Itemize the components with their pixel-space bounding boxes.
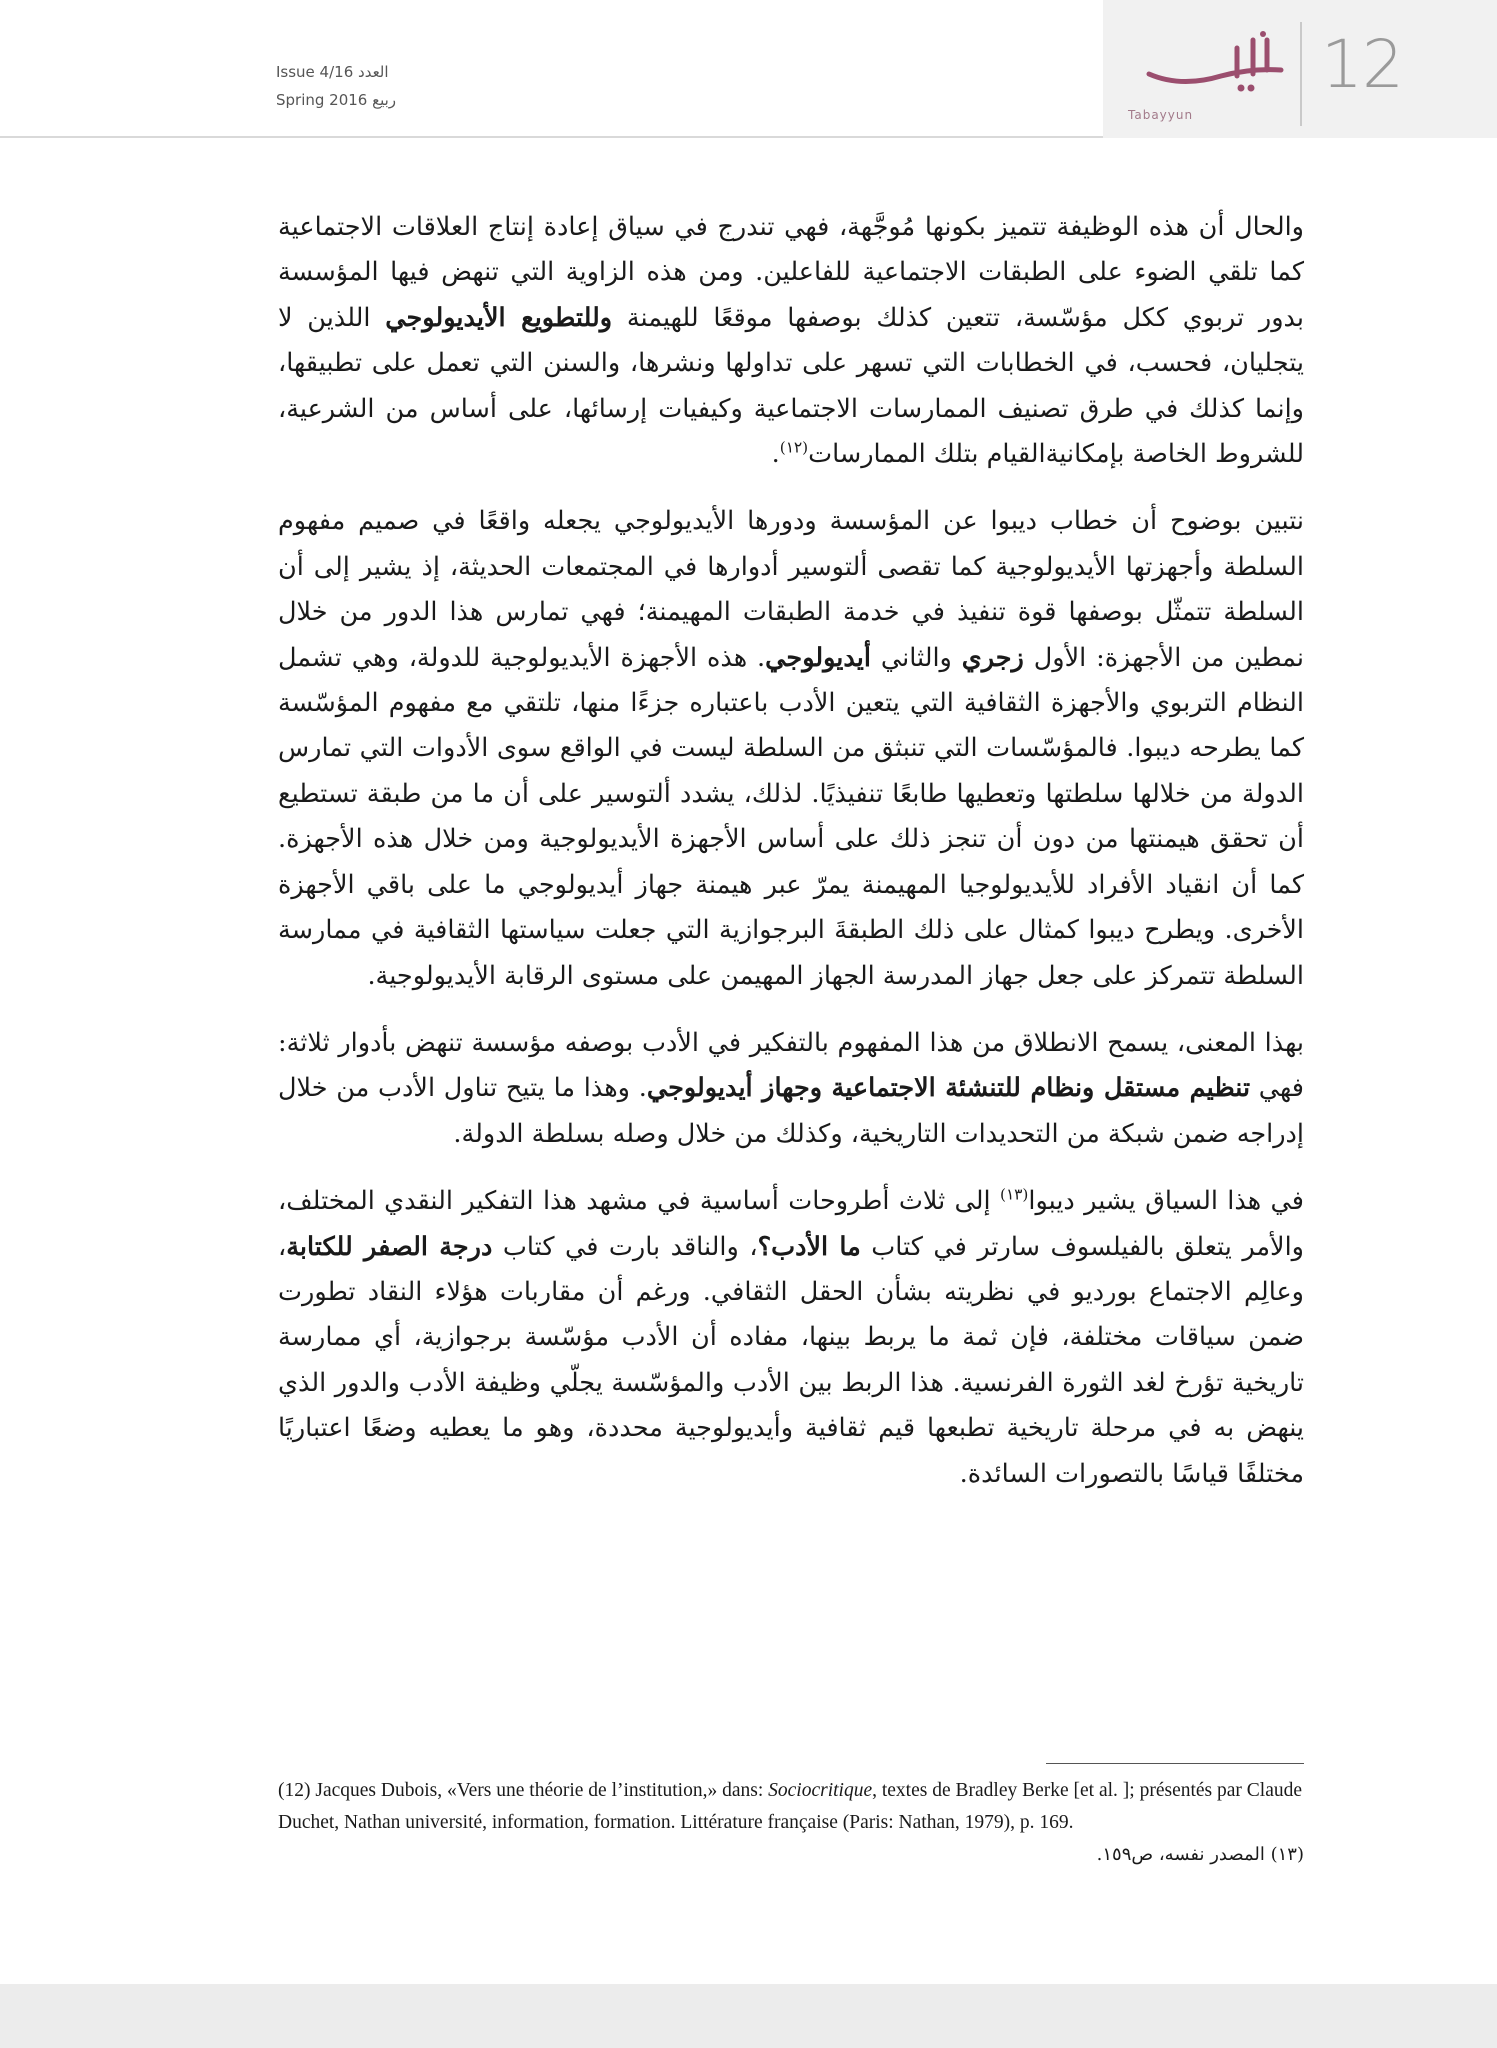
- paragraph-1: والحال أن هذه الوظيفة تتميز بكونها مُوجَّهة، فهي تندرج في سياق إعادة إنتاج العلاقات الاجتماعية كما تلقي الضوء على الطبقات الاجتماعية للفاعلين. ومن هذه الزاوية التي تنهض فيها المؤسسة بدور تربوي ككل مؤسّسة، تتعين كذلك بوصفها موقعًا للهيمنة وللتطويع الأيديولوجي اللذين لا يتجليان، فحسب، في الخطابات التي تسهر على تداولها ونشرها، والسنن التي تعمل على تطبيقها، وإنما كذلك في طرق تصنيف الممارسات الاجتماعية وكيفيات إرسائها، على أساس من الشرعية، للشروط الخاصة بإمكانيةالقيام بتلك الممارسات$^{(١٢)}$.: [278, 212, 1304, 470]
- paragraph-4: في هذا السياق يشير ديبوا$^{(١٣)}$ إلى ثلاث أطروحات أساسية في مشهد هذا التفكير النقدي المختلف، والأمر يتعلق بالفيلسوف سارتر في كتاب ما الأدب؟، والناقد بارت في كتاب درجة الصفر للكتابة، وعالِم الاجتماع بورديو في نظريته بشأن الحقل الثقافي. ورغم أن مقاربات هؤلاء النقاد تطورت ضمن سياقات مختلفة، فإن ثمة ما يربط بينها، مفاده أن الأدب مؤسّسة برجوازية، أي ممارسة تاريخية تؤرخ لغد الثورة الفرنسية. هذا الربط بين الأدب والمؤسّسة يجلّي وظيفة الأدب والدور الذي ينهض به في مرحلة تاريخية تطبعها قيم ثقافية وأيديولوجية محددة، وهو ما يعطيه وضعًا اعتباريًا مختلفًا قياسًا بالتصورات السائدة.: [278, 1185, 1304, 1489]
- footnote-12: (12) Jacques Dubois, «Vers une théorie de l’institution,» dans: Sociocritique, textes de Bradley Berke [et al. ]; présentés par Claude Duchet, Nathan université, information, formation. Littérature française (Paris: Nathan, 1979), p. 169.: [278, 1780, 1303, 1833]
- paragraph-2: نتبين بوضوح أن خطاب ديبوا عن المؤسسة ودورها الأيديولوجي يجعله واقعًا في صميم مفهوم السلطة وأجهزتها الأيديولوجية كما تقصى ألتوسير أدوارها في المجتمعات الحديثة، إذ يشير إلى أن السلطة تتمثّل بوصفها قوة تنفيذ في خدمة الطبقات المهيمنة؛ فهي تمارس هذا الدور من خلال نمطين من الأجهزة: الأول زجري والثاني أيديولوجي. هذه الأجهزة الأيديولوجية للدولة، وهي تشمل النظام التربوي والأجهزة الثقافية التي يتعين الأدب باعتباره جزءًا منها، تلتقي مع مفهوم المؤسّسة كما يطرحه ديبوا. فالمؤسّسات التي تنبثق من السلطة ليست في الواقع سوى الأدوات التي تمارس الدولة من خلالها سلطتها وتعطيها طابعًا تنفيذيًا. لذلك، يشدد ألتوسير على أن ما من طبقة تستطيع أن تحقق هيمنتها من دون أن تنجز ذلك على أساس الأجهزة الأيديولوجية ومن خلال هذه الأجهزة. كما أن انقياد الأفراد للأيديولوجيا المهيمنة يمرّ عبر هيمنة جهاز أيديولوجي ما على باقي الأجهزة الأخرى. ويطرح ديبوا كمثال على ذلك الطبقةَ البرجوازية التي جعلت سياستها الثقافية في ممارسة السلطة تتمركز على جعل جهاز المدرسة الجهاز المهيمن على مستوى الرقابة الأيديولوجية.: [278, 506, 1305, 991]
- logo-latin-text: Tabayyun: [1128, 108, 1194, 122]
- issue-line: Issue 4/16 العدد: [276, 63, 389, 81]
- paragraph-3: بهذا المعنى، يسمح الانطلاق من هذا المفهوم بالتفكير في الأدب بوصفه مؤسسة تنهض بأدوار ثلاثة: فهي تنظيم مستقل ونظام للتنشئة الاجتماعية وجهاز أيديولوجي. وهذا ما يتيح تناول الأدب من خلال إدراجه ضمن شبكة من التحديدات التاريخية، وكذلك من خلال وصله بسلطة الدولة.: [278, 1027, 1304, 1149]
- page-footer-band: [0, 1984, 1497, 2048]
- footnote-ref-13[interactable]: (١٣): [1000, 1185, 1029, 1204]
- footnote-separator: [1046, 1763, 1304, 1764]
- page-number: 12: [1321, 26, 1403, 103]
- article-body: [278, 205, 1304, 1519]
- header-divider: [1300, 22, 1302, 126]
- season-line: Spring 2016 ربيع: [276, 91, 397, 109]
- footnote-13: (١٣) المصدر نفسه، ص١٥٩.: [1096, 1844, 1304, 1865]
- footnote-ref-12[interactable]: (١٢): [779, 438, 809, 457]
- issue-info: [276, 58, 396, 114]
- tabayyun-logo-icon: [1141, 30, 1291, 100]
- footnotes: [278, 1775, 1304, 1871]
